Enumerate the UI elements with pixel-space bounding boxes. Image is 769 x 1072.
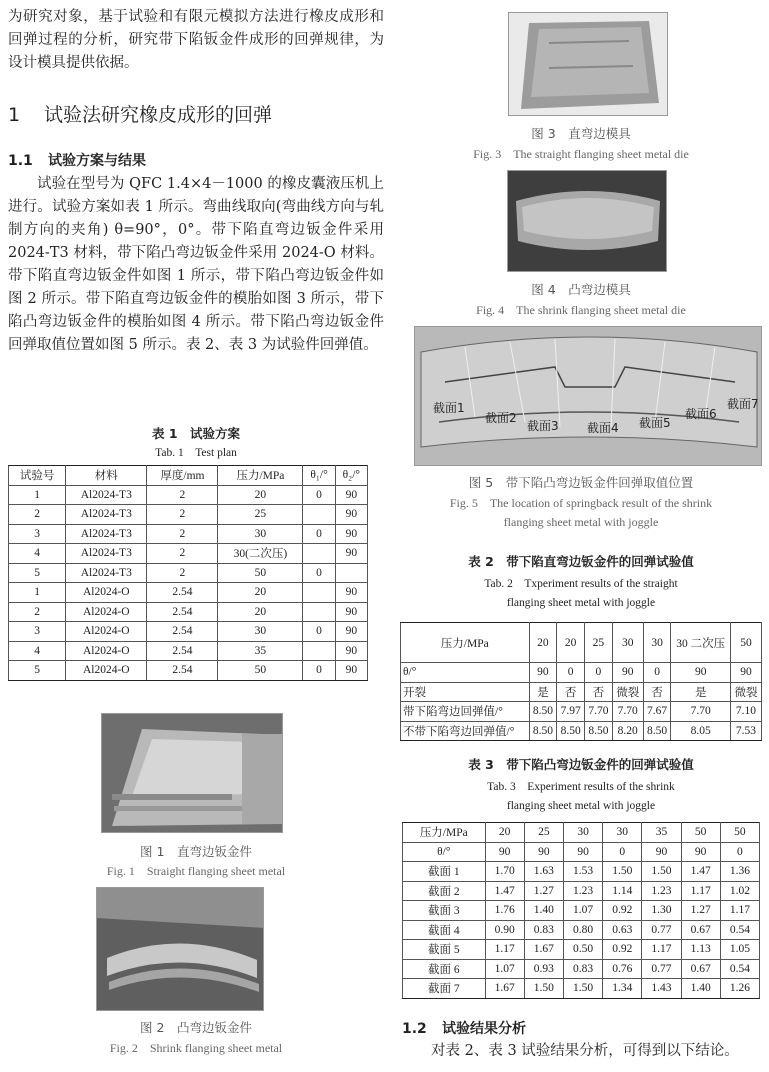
table-3-cell: 1.50 (603, 862, 642, 882)
table-2-cell: 否 (557, 682, 585, 702)
table-1-cell: 2 (147, 524, 218, 544)
table-1-cell: Al2024-O (66, 583, 147, 603)
table-3-cell: 0.54 (720, 920, 759, 940)
table-3-cell: 1.14 (603, 881, 642, 901)
table-3-cell: 50 (720, 823, 759, 843)
table-1-header-cell: 材料 (66, 466, 147, 486)
table-1-cell: Al2024-T3 (66, 563, 147, 583)
table-1-cell: 90 (335, 485, 367, 505)
table-2-row-label: 压力/MPa (401, 623, 530, 663)
section-label-3: 截面3 (527, 419, 559, 433)
table-3-cell: 1.05 (720, 940, 759, 960)
table-2-cell: 8.50 (557, 721, 585, 741)
table-3-row-label: θ/° (403, 842, 486, 862)
table-1-cell: Al2024-T3 (66, 524, 147, 544)
table-2-cell: 微裂 (730, 682, 761, 702)
table-2-cell: 90 (671, 663, 731, 683)
table-3-cell: 30 (603, 823, 642, 843)
table-3-cell: 50 (681, 823, 720, 843)
figure-5-photo (414, 326, 762, 466)
figure-2-caption-cn: 图 2 凸弯边钣金件 (140, 1020, 252, 1035)
figure-1-caption-en: Fig. 1 Straight flanging sheet metal (106, 864, 286, 878)
table-row (9, 661, 368, 681)
table-3-cell: 1.50 (563, 979, 602, 999)
section-1-1-heading (8, 150, 146, 170)
table-row (401, 623, 762, 663)
table-2-cell: 是 (529, 682, 557, 702)
table-3-cell: 1.07 (563, 901, 602, 921)
table-1-cell: Al2024-O (66, 661, 147, 681)
figure-3-caption-en: Fig. 3 The straight flanging sheet metal die (473, 147, 689, 161)
table-1-header-cell: 厚度/mm (147, 466, 218, 486)
table-2-cell: 8.20 (612, 721, 643, 741)
table-3-cell: 1.02 (720, 881, 759, 901)
table-1-cell: 30 (218, 622, 303, 642)
table-2-title-en-1: Tab. 2 Txperiment results of the straight (484, 578, 678, 590)
table-1-cell: 2 (147, 563, 218, 583)
table-3-cell: 0.54 (720, 959, 759, 979)
figure-2-caption-en: Fig. 2 Shrink flanging sheet metal (109, 1041, 283, 1055)
table-2-cell: 否 (643, 682, 671, 702)
table-3-cell: 1.53 (563, 862, 602, 882)
table-3-cell: 1.47 (681, 862, 720, 882)
table-2-cell: 25 (585, 623, 613, 663)
table-3-row-label: 截面 7 (403, 979, 486, 999)
table-1-cell: 2.54 (147, 602, 218, 622)
table-2-cell: 微裂 (612, 682, 643, 702)
table-2-cell: 20 (557, 623, 585, 663)
table-1-cell: 0 (303, 563, 335, 583)
table-3-cell: 0.80 (563, 920, 602, 940)
table-2-title-cn: 表 2 带下陷直弯边钣金件的回弹试验值 (468, 554, 694, 569)
table-3-cell: 0.83 (563, 959, 602, 979)
table-1-cell: 4 (9, 641, 66, 661)
table-2-cell: 8.05 (671, 721, 731, 741)
table-3-cell: 90 (681, 842, 720, 862)
section-1-1-title: 试验方案与结果 (48, 153, 146, 169)
table-2-row-label: 开裂 (401, 682, 530, 702)
table-1-cell (303, 602, 335, 622)
table-3-cell: 30 (563, 823, 602, 843)
table-row (403, 842, 760, 862)
figure-1-photo (101, 713, 283, 833)
table-2-cell: 30 (643, 623, 671, 663)
table-3-row-label: 截面 2 (403, 881, 486, 901)
table-3-cell: 1.23 (642, 881, 681, 901)
table-2 (400, 622, 762, 741)
figure-4-caption-cn: 图 4 凸弯边模具 (531, 282, 631, 297)
section-label-7: 截面7 (727, 397, 759, 411)
table-3-cell: 1.17 (681, 881, 720, 901)
table-3-title-en-2: flanging sheet metal with joggle (506, 800, 656, 812)
table-3-cell: 1.07 (485, 959, 524, 979)
section-1-number: 1 (8, 104, 21, 126)
table-2-cell: 90 (612, 663, 643, 683)
table-row (401, 682, 762, 702)
table-1-cell: 0 (303, 524, 335, 544)
table-row (403, 959, 760, 979)
table-1-cell: Al2024-T3 (66, 505, 147, 525)
table-2-cell: 90 (529, 663, 557, 683)
table-3-row-label: 截面 6 (403, 959, 486, 979)
table-1-title-en: Tab. 1 Test plan (155, 447, 237, 459)
table-row (403, 940, 760, 960)
table-2-cell: 否 (585, 682, 613, 702)
table-2-cell: 20 (529, 623, 557, 663)
table-1-cell: Al2024-O (66, 602, 147, 622)
table-3-cell: 0.67 (681, 920, 720, 940)
table-3-cell: 1.40 (524, 901, 563, 921)
table-1-cell: 3 (9, 622, 66, 642)
table-1-cell: 90 (335, 524, 367, 544)
section-1-2-title: 试验结果分析 (442, 1021, 526, 1037)
table-3-cell: 1.50 (524, 979, 563, 999)
table-3-cell: 25 (524, 823, 563, 843)
section-1-heading (8, 100, 272, 127)
table-3-cell: 0.92 (603, 940, 642, 960)
table-row (9, 622, 368, 642)
table-1-cell: 35 (218, 641, 303, 661)
table-2-cell: 50 (730, 623, 761, 663)
table-1-cell: 1 (9, 485, 66, 505)
table-2-cell: 0 (585, 663, 613, 683)
table-3-cell: 90 (642, 842, 681, 862)
table-3-cell: 0.77 (642, 959, 681, 979)
section-1-title: 试验法研究橡皮成形的回弹 (44, 104, 273, 126)
table-1-cell: 4 (9, 544, 66, 564)
table-2-cell: 7.97 (557, 702, 585, 722)
table-1-title-cn: 表 1 试验方案 (151, 426, 241, 441)
table-1-cell (303, 544, 335, 564)
table-2-cell: 90 (730, 663, 761, 683)
table-1-cell: 20 (218, 602, 303, 622)
table-3-cell: 1.50 (642, 862, 681, 882)
section-label-4: 截面4 (587, 421, 619, 435)
table-row (9, 563, 368, 583)
table-3-cell: 1.26 (720, 979, 759, 999)
table-3-cell: 1.67 (485, 979, 524, 999)
shrink-flanging-part-image (97, 888, 264, 1011)
table-1-header-cell: θ₂/° (335, 466, 367, 486)
table-1-cell (303, 505, 335, 525)
figure-1-caption-cn: 图 1 直弯边钣金件 (140, 844, 252, 859)
table-row (9, 505, 368, 525)
table-2-cell: 8.50 (643, 721, 671, 741)
table-3-cell: 35 (642, 823, 681, 843)
shrink-flanging-die-image (508, 171, 667, 272)
table-1-cell: 5 (9, 661, 66, 681)
table-1-cell: 0 (303, 485, 335, 505)
table-3-cell: 0.92 (603, 901, 642, 921)
table-3-cell: 1.47 (485, 881, 524, 901)
table-3-cell: 20 (485, 823, 524, 843)
table-3-cell: 0.67 (681, 959, 720, 979)
table-2-cell: 7.67 (643, 702, 671, 722)
table-3-cell: 0 (720, 842, 759, 862)
table-2-cell: 0 (643, 663, 671, 683)
table-row (9, 485, 368, 505)
table-1-cell: 2 (147, 485, 218, 505)
table-1 (8, 465, 368, 681)
figure-4-photo (507, 170, 667, 272)
table-row (401, 663, 762, 683)
table-3-cell: 0.50 (563, 940, 602, 960)
table-1-header-cell: 试验号 (9, 466, 66, 486)
table-3-row-label: 截面 4 (403, 920, 486, 940)
table-row (403, 862, 760, 882)
table-1-cell: 30 (218, 524, 303, 544)
section-label-1: 截面1 (433, 401, 465, 415)
table-1-cell: 2.54 (147, 583, 218, 603)
section-label-2: 截面2 (485, 411, 517, 425)
table-3-cell: 1.43 (642, 979, 681, 999)
table-1-cell: 25 (218, 505, 303, 525)
table-2-cell: 8.50 (585, 721, 613, 741)
experiment-paragraph: 试验在型号为 QFC 1.4×4－1000 的橡皮囊液压机上进行。试验方案如表 1 所示。弯曲线取向(弯曲线方向与轧制方向的夹角) θ=90°，0°。带下陷直弯边钣金件采用 2024-T3 材料，带下陷凸弯边钣金件采用 2024-O 材料。带下陷直弯边钣金件如图 1 所示，带下陷凸弯边钣金件如图 2 所示。带下陷直弯边钣金件的模胎如图 3 所示，带下陷凸弯边钣金件的模胎如图 4 所示。带下陷凸弯边钣金件回弹取值位置如图 5 所示。表 2、表 3 为试验件回弹值。 (8, 176, 384, 353)
table-1-cell: 1 (9, 583, 66, 603)
section-label-6: 截面6 (685, 407, 717, 421)
table-1-cell: 30(二次压) (218, 544, 303, 564)
table-2-cell: 8.50 (529, 721, 557, 741)
table-1-cell: 2 (9, 602, 66, 622)
table-3-cell: 0.76 (603, 959, 642, 979)
table-3 (402, 822, 760, 999)
table-row (9, 641, 368, 661)
intro-paragraph: 为研究对象，基于试验和有限元模拟方法进行橡皮成形和回弹过程的分析，研究带下陷钣金件成形的回弹规律，为设计模具提供依据。 (8, 9, 384, 71)
table-3-cell: 0.90 (485, 920, 524, 940)
table-1-cell: 90 (335, 544, 367, 564)
section-1-2-heading (402, 1018, 526, 1038)
table-2-cell: 7.70 (585, 702, 613, 722)
table-1-cell: Al2024-O (66, 622, 147, 642)
table-1-cell: 0 (303, 622, 335, 642)
table-1-cell: 90 (335, 641, 367, 661)
table-3-cell: 0 (603, 842, 642, 862)
table-2-cell: 7.70 (612, 702, 643, 722)
table-1-cell: 50 (218, 563, 303, 583)
table-1-cell: 5 (9, 563, 66, 583)
table-2-cell: 30 二次压 (671, 623, 731, 663)
table-row (403, 823, 760, 843)
table-3-cell: 1.36 (720, 862, 759, 882)
table-3-row-label: 截面 3 (403, 901, 486, 921)
figure-5-caption-cn: 图 5 带下陷凸弯边钣金件回弹取值位置 (468, 475, 694, 490)
straight-flanging-part-image (102, 714, 283, 833)
table-3-cell: 1.17 (720, 901, 759, 921)
table-row (403, 979, 760, 999)
section-1-2-number: 1.2 (402, 1021, 427, 1037)
table-2-cell: 7.53 (730, 721, 761, 741)
table-1-cell: 2 (9, 505, 66, 525)
table-1-cell: Al2024-T3 (66, 485, 147, 505)
table-1-cell: 90 (335, 583, 367, 603)
figure-3-photo (508, 12, 668, 116)
table-3-cell: 1.23 (563, 881, 602, 901)
table-1-cell (303, 641, 335, 661)
table-1-cell: 2.54 (147, 622, 218, 642)
table-3-cell: 1.30 (642, 901, 681, 921)
table-row (403, 920, 760, 940)
table-3-cell: 1.17 (642, 940, 681, 960)
table-3-cell: 1.17 (485, 940, 524, 960)
table-2-title-en-2: flanging sheet metal with joggle (506, 597, 656, 609)
table-3-cell: 1.70 (485, 862, 524, 882)
table-row (401, 702, 762, 722)
table-1-cell: Al2024-T3 (66, 544, 147, 564)
table-1-cell: 90 (335, 505, 367, 525)
table-3-cell: 1.67 (524, 940, 563, 960)
table-1-cell (335, 563, 367, 583)
table-3-cell: 0.93 (524, 959, 563, 979)
table-1-cell: 2 (147, 505, 218, 525)
table-2-cell: 7.10 (730, 702, 761, 722)
table-1-header-cell: θ₁/° (303, 466, 335, 486)
table-3-cell: 90 (524, 842, 563, 862)
table-row (9, 524, 368, 544)
table-2-cell: 30 (612, 623, 643, 663)
table-3-cell: 1.40 (681, 979, 720, 999)
table-1-cell: 50 (218, 661, 303, 681)
figure-5-caption-en-2: flanging sheet metal with joggle (503, 515, 659, 529)
table-2-row-label: θ/° (401, 663, 530, 683)
table-3-row-label: 压力/MPa (403, 823, 486, 843)
table-3-cell: 90 (563, 842, 602, 862)
table-row (401, 721, 762, 741)
section-1-1-number: 1.1 (8, 153, 33, 169)
table-1-cell: 2 (147, 544, 218, 564)
straight-flanging-die-image (509, 13, 668, 116)
table-1-cell: 90 (335, 602, 367, 622)
figure-3-caption-cn: 图 3 直弯边模具 (531, 126, 631, 141)
table-2-row-label: 带下陷弯边回弹值/° (401, 702, 530, 722)
table-1-cell (303, 583, 335, 603)
table-3-row-label: 截面 5 (403, 940, 486, 960)
table-row (9, 544, 368, 564)
table-3-row-label: 截面 1 (403, 862, 486, 882)
table-3-title-en-1: Tab. 3 Experiment results of the shrink (487, 781, 675, 793)
table-3-cell: 0.77 (642, 920, 681, 940)
table-1-cell: 90 (335, 622, 367, 642)
springback-location-image (415, 327, 762, 466)
table-2-cell: 0 (557, 663, 585, 683)
table-1-cell: 90 (335, 661, 367, 681)
table-2-cell: 是 (671, 682, 731, 702)
table-1-cell: 0 (303, 661, 335, 681)
table-row (403, 901, 760, 921)
table-1-cell: 20 (218, 583, 303, 603)
table-3-cell: 1.27 (524, 881, 563, 901)
table-row (9, 583, 368, 603)
section-label-5: 截面5 (639, 416, 671, 430)
table-3-cell: 0.63 (603, 920, 642, 940)
table-1-cell: 2.54 (147, 641, 218, 661)
figure-2-photo (96, 887, 264, 1011)
table-1-cell: 2.54 (147, 661, 218, 681)
table-1-cell: 3 (9, 524, 66, 544)
table-2-row-label: 不带下陷弯边回弹值/° (401, 721, 530, 741)
table-row (403, 881, 760, 901)
analysis-paragraph: 对表 2、表 3 试验结果分析，可得到以下结论。 (431, 1043, 739, 1059)
table-3-title-cn: 表 3 带下陷凸弯边钣金件的回弹试验值 (468, 757, 694, 772)
table-1-cell: Al2024-O (66, 641, 147, 661)
figure-5-caption-en-1: Fig. 5 The location of springback result of the shrink (449, 496, 713, 510)
table-3-cell: 90 (485, 842, 524, 862)
table-3-cell: 0.83 (524, 920, 563, 940)
table-row (9, 602, 368, 622)
table-3-cell: 1.76 (485, 901, 524, 921)
table-3-cell: 1.34 (603, 979, 642, 999)
table-3-cell: 1.63 (524, 862, 563, 882)
table-3-cell: 1.27 (681, 901, 720, 921)
table-1-cell: 20 (218, 485, 303, 505)
figure-4-caption-en: Fig. 4 The shrink flanging sheet metal die (476, 303, 686, 317)
table-3-cell: 1.13 (681, 940, 720, 960)
table-1-header-cell: 压力/MPa (218, 466, 303, 486)
table-2-cell: 8.50 (529, 702, 557, 722)
table-2-cell: 7.70 (671, 702, 731, 722)
